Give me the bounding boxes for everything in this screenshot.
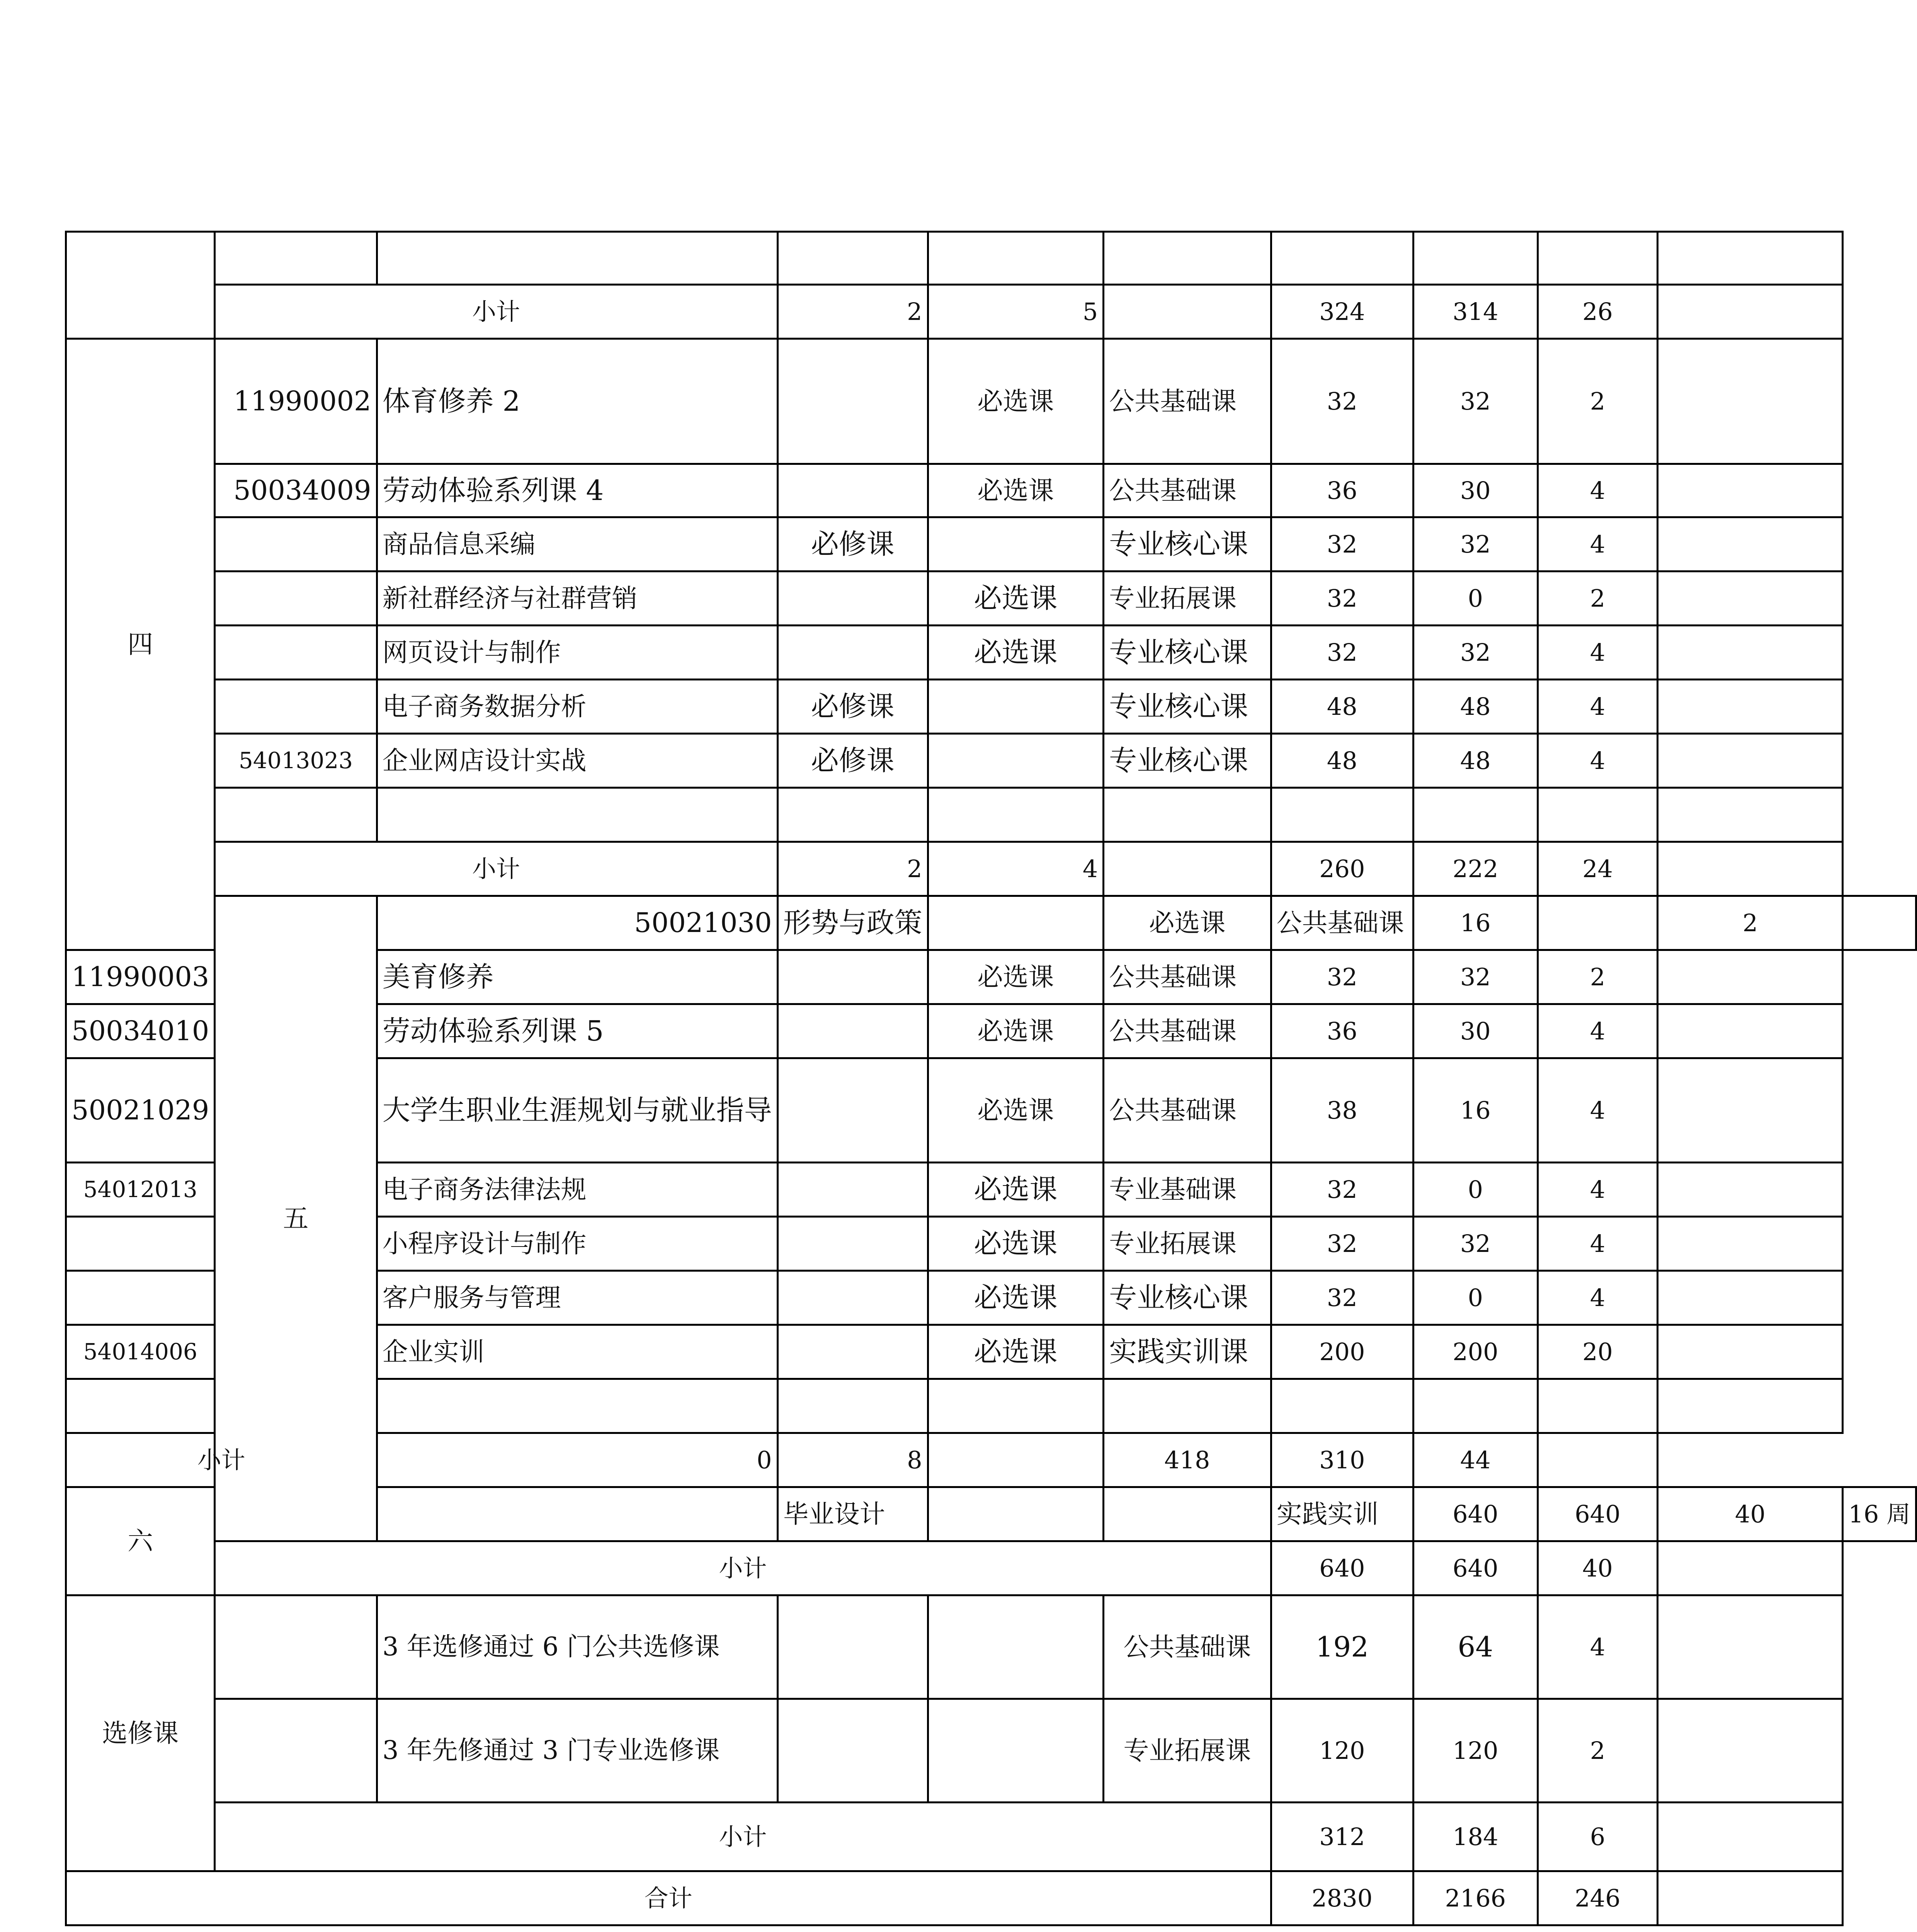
course-category: 公共基础课 bbox=[1104, 1595, 1271, 1699]
course-name: 3 年先修通过 3 门专业选修课 bbox=[377, 1699, 777, 1803]
credits: 4 bbox=[1538, 626, 1658, 680]
total-hours: 640 bbox=[1413, 1487, 1538, 1541]
practice-hours: 32 bbox=[1413, 1217, 1538, 1271]
required-type: 必修课 bbox=[777, 680, 928, 734]
total-hours: 32 bbox=[1271, 1217, 1413, 1271]
required-type bbox=[777, 1217, 928, 1271]
course-name: 大学生职业生涯规划与就业指导 bbox=[377, 1058, 777, 1163]
total-hours: 312 bbox=[1271, 1803, 1413, 1871]
course-code bbox=[215, 1699, 377, 1803]
practice-hours: 314 bbox=[1413, 285, 1538, 339]
credits: 44 bbox=[1413, 1433, 1538, 1487]
course-code bbox=[215, 626, 377, 680]
practice-hours: 0 bbox=[1413, 1271, 1538, 1325]
table-row bbox=[66, 517, 1916, 571]
practice-hours: 16 bbox=[1413, 1058, 1538, 1163]
practice-hours: 120 bbox=[1413, 1699, 1538, 1803]
course-code bbox=[215, 1595, 377, 1699]
total-hours: 32 bbox=[1271, 571, 1413, 626]
course-category: 专业拓展课 bbox=[1104, 1699, 1271, 1803]
practice-hours: 0 bbox=[1413, 1163, 1538, 1217]
practice-hours: 48 bbox=[1413, 680, 1538, 734]
credits: 40 bbox=[1538, 1541, 1658, 1595]
elective-type bbox=[928, 517, 1104, 571]
empty-row bbox=[66, 788, 1916, 842]
subtotal-row bbox=[66, 1433, 1916, 1487]
subtotal-row bbox=[66, 1541, 1916, 1595]
curriculum-table bbox=[65, 231, 1917, 1926]
course-category: 专业拓展课 bbox=[1104, 571, 1271, 626]
required-type bbox=[777, 1004, 928, 1058]
required-type: 必修课 bbox=[777, 734, 928, 788]
table-row bbox=[66, 896, 1916, 950]
elective-type bbox=[1104, 1487, 1271, 1541]
table-row bbox=[66, 339, 1916, 464]
table-row bbox=[66, 734, 1916, 788]
course-name: 企业实训 bbox=[377, 1325, 777, 1379]
practice-hours: 640 bbox=[1413, 1541, 1538, 1595]
credits: 24 bbox=[1538, 842, 1658, 896]
course-name: 客户服务与管理 bbox=[377, 1271, 777, 1325]
course-code bbox=[66, 1217, 215, 1271]
course-name: 小程序设计与制作 bbox=[377, 1217, 777, 1271]
required-type bbox=[928, 1487, 1104, 1541]
elective-type: 必选课 bbox=[928, 1271, 1104, 1325]
elective-type bbox=[928, 1699, 1104, 1803]
table-row bbox=[66, 680, 1916, 734]
credits: 2 bbox=[1538, 571, 1658, 626]
course-category: 专业核心课 bbox=[1104, 680, 1271, 734]
elective-type: 必选课 bbox=[928, 464, 1104, 517]
credits: 4 bbox=[1538, 734, 1658, 788]
course-code: 50021029 bbox=[66, 1058, 215, 1163]
course-code: 11990003 bbox=[66, 950, 215, 1004]
course-category: 专业核心课 bbox=[1104, 734, 1271, 788]
total-hours: 32 bbox=[1271, 517, 1413, 571]
course-name: 体育修养 2 bbox=[377, 339, 777, 464]
course-category: 公共基础课 bbox=[1271, 896, 1413, 950]
credits: 2 bbox=[1658, 896, 1843, 950]
practice-hours: 64 bbox=[1413, 1595, 1538, 1699]
credits: 4 bbox=[1538, 1058, 1658, 1163]
practice-hours: 32 bbox=[1413, 950, 1538, 1004]
course-code: 54012013 bbox=[66, 1163, 215, 1217]
course-name: 3 年选修通过 6 门公共选修课 bbox=[377, 1595, 777, 1699]
table-row bbox=[66, 1595, 1916, 1699]
course-category: 公共基础课 bbox=[1104, 1004, 1271, 1058]
total-hours: 32 bbox=[1271, 1271, 1413, 1325]
semester-cell bbox=[66, 232, 215, 339]
elective-count: 5 bbox=[928, 285, 1104, 339]
required-type: 必修课 bbox=[777, 517, 928, 571]
practice-hours: 310 bbox=[1271, 1433, 1413, 1487]
credits: 4 bbox=[1538, 464, 1658, 517]
practice-hours: 32 bbox=[1413, 517, 1538, 571]
required-type bbox=[777, 1699, 928, 1803]
course-code bbox=[215, 680, 377, 734]
course-code: 54014006 bbox=[66, 1325, 215, 1379]
practice-hours: 48 bbox=[1413, 734, 1538, 788]
total-hours: 2830 bbox=[1271, 1871, 1413, 1925]
course-name: 电子商务法律法规 bbox=[377, 1163, 777, 1217]
practice-hours: 184 bbox=[1413, 1803, 1538, 1871]
total-label: 合计 bbox=[66, 1871, 1271, 1925]
course-code: 50021030 bbox=[377, 896, 777, 950]
table-row bbox=[66, 464, 1916, 517]
course-category: 公共基础课 bbox=[1104, 339, 1271, 464]
semester-label: 四 bbox=[66, 339, 215, 950]
table-row bbox=[66, 626, 1916, 680]
total-hours: 48 bbox=[1271, 734, 1413, 788]
required-type bbox=[777, 571, 928, 626]
elective-type: 必选课 bbox=[1104, 896, 1271, 950]
course-name: 商品信息采编 bbox=[377, 517, 777, 571]
course-code: 50034009 bbox=[215, 464, 377, 517]
credits: 20 bbox=[1538, 1325, 1658, 1379]
course-code bbox=[215, 571, 377, 626]
required-type bbox=[777, 339, 928, 464]
course-name: 网页设计与制作 bbox=[377, 626, 777, 680]
course-name: 劳动体验系列课 5 bbox=[377, 1004, 777, 1058]
required-type bbox=[777, 464, 928, 517]
credits: 4 bbox=[1538, 1271, 1658, 1325]
elective-count: 4 bbox=[928, 842, 1104, 896]
course-name: 企业网店设计实战 bbox=[377, 734, 777, 788]
credits: 6 bbox=[1538, 1803, 1658, 1871]
total-hours: 324 bbox=[1271, 285, 1413, 339]
subtotal-row bbox=[66, 842, 1916, 896]
credits: 4 bbox=[1538, 1595, 1658, 1699]
elective-type: 必选课 bbox=[928, 626, 1104, 680]
credits: 4 bbox=[1538, 1004, 1658, 1058]
subtotal-label: 小计 bbox=[215, 1803, 1271, 1871]
elective-type: 必选课 bbox=[928, 1217, 1104, 1271]
credits: 246 bbox=[1538, 1871, 1658, 1925]
course-note: 16 周 bbox=[1843, 1487, 1916, 1541]
course-category: 公共基础课 bbox=[1104, 1058, 1271, 1163]
course-name: 毕业设计 bbox=[777, 1487, 928, 1541]
course-category: 实践实训 bbox=[1271, 1487, 1413, 1541]
subtotal-row bbox=[66, 1803, 1916, 1871]
total-hours: 32 bbox=[1271, 626, 1413, 680]
practice-hours: 30 bbox=[1413, 464, 1538, 517]
table-row bbox=[66, 232, 1916, 285]
elective-type bbox=[928, 680, 1104, 734]
course-category: 专业核心课 bbox=[1104, 1271, 1271, 1325]
required-type bbox=[777, 1325, 928, 1379]
course-category: 公共基础课 bbox=[1104, 950, 1271, 1004]
course-code bbox=[66, 1271, 215, 1325]
elective-count: 8 bbox=[777, 1433, 928, 1487]
course-name: 新社群经济与社群营销 bbox=[377, 571, 777, 626]
elective-type: 必选课 bbox=[928, 339, 1104, 464]
credits: 4 bbox=[1538, 680, 1658, 734]
elective-type: 必选课 bbox=[928, 571, 1104, 626]
practice-hours: 222 bbox=[1413, 842, 1538, 896]
elective-type: 必选课 bbox=[928, 1325, 1104, 1379]
course-name: 电子商务数据分析 bbox=[377, 680, 777, 734]
total-hours: 32 bbox=[1271, 950, 1413, 1004]
semester-label: 选修课 bbox=[66, 1595, 215, 1871]
subtotal-label: 小计 bbox=[215, 285, 777, 339]
practice-hours: 32 bbox=[1413, 339, 1538, 464]
practice-hours bbox=[1538, 896, 1658, 950]
elective-type: 必选课 bbox=[928, 950, 1104, 1004]
practice-hours: 30 bbox=[1413, 1004, 1538, 1058]
credits: 2 bbox=[1538, 950, 1658, 1004]
practice-hours: 32 bbox=[1413, 626, 1538, 680]
required-type bbox=[777, 1271, 928, 1325]
total-hours: 32 bbox=[1271, 1163, 1413, 1217]
semester-label: 五 bbox=[215, 896, 377, 1541]
credits: 4 bbox=[1538, 517, 1658, 571]
table-row bbox=[66, 571, 1916, 626]
elective-type: 必选课 bbox=[928, 1163, 1104, 1217]
semester-label: 六 bbox=[66, 1487, 215, 1595]
required-count: 2 bbox=[777, 285, 928, 339]
subtotal-row bbox=[66, 285, 1916, 339]
subtotal-label: 小计 bbox=[66, 1433, 377, 1487]
practice-hours: 640 bbox=[1538, 1487, 1658, 1541]
total-hours: 120 bbox=[1271, 1699, 1413, 1803]
total-hours: 192 bbox=[1271, 1595, 1413, 1699]
elective-type: 必选课 bbox=[928, 1058, 1104, 1163]
total-hours: 260 bbox=[1271, 842, 1413, 896]
course-code: 50034010 bbox=[66, 1004, 215, 1058]
total-row bbox=[66, 1871, 1916, 1925]
credits: 26 bbox=[1538, 285, 1658, 339]
total-hours: 48 bbox=[1271, 680, 1413, 734]
elective-type: 必选课 bbox=[928, 1004, 1104, 1058]
course-code: 11990002 bbox=[215, 339, 377, 464]
practice-hours: 2166 bbox=[1413, 1871, 1538, 1925]
credits: 4 bbox=[1538, 1217, 1658, 1271]
total-hours: 200 bbox=[1271, 1325, 1413, 1379]
required-type bbox=[777, 1163, 928, 1217]
practice-hours: 200 bbox=[1413, 1325, 1538, 1379]
total-hours: 32 bbox=[1271, 339, 1413, 464]
total-hours: 16 bbox=[1413, 896, 1538, 950]
course-name: 形势与政策 bbox=[777, 896, 928, 950]
course-category: 公共基础课 bbox=[1104, 464, 1271, 517]
total-hours: 36 bbox=[1271, 464, 1413, 517]
course-category: 专业拓展课 bbox=[1104, 1217, 1271, 1271]
credits: 40 bbox=[1658, 1487, 1843, 1541]
course-code bbox=[377, 1487, 777, 1541]
credits: 2 bbox=[1538, 339, 1658, 464]
total-hours: 640 bbox=[1271, 1541, 1413, 1595]
practice-hours: 0 bbox=[1413, 571, 1538, 626]
course-category: 专业核心课 bbox=[1104, 626, 1271, 680]
course-code bbox=[215, 517, 377, 571]
course-name: 美育修养 bbox=[377, 950, 777, 1004]
course-name: 劳动体验系列课 4 bbox=[377, 464, 777, 517]
credits: 2 bbox=[1538, 1699, 1658, 1803]
credits: 4 bbox=[1538, 1163, 1658, 1217]
course-category: 实践实训课 bbox=[1104, 1325, 1271, 1379]
subtotal-label: 小计 bbox=[215, 1541, 1271, 1595]
subtotal-label: 小计 bbox=[215, 842, 777, 896]
total-hours: 38 bbox=[1271, 1058, 1413, 1163]
course-code: 54013023 bbox=[215, 734, 377, 788]
required-type bbox=[777, 950, 928, 1004]
total-hours: 36 bbox=[1271, 1004, 1413, 1058]
required-count: 0 bbox=[377, 1433, 777, 1487]
elective-type bbox=[928, 734, 1104, 788]
course-category: 专业核心课 bbox=[1104, 517, 1271, 571]
elective-type bbox=[928, 1595, 1104, 1699]
course-category: 专业基础课 bbox=[1104, 1163, 1271, 1217]
required-type bbox=[777, 1058, 928, 1163]
required-type bbox=[777, 626, 928, 680]
required-type bbox=[777, 1595, 928, 1699]
total-hours: 418 bbox=[1104, 1433, 1271, 1487]
required-type bbox=[928, 896, 1104, 950]
table-row bbox=[66, 1699, 1916, 1803]
required-count: 2 bbox=[777, 842, 928, 896]
